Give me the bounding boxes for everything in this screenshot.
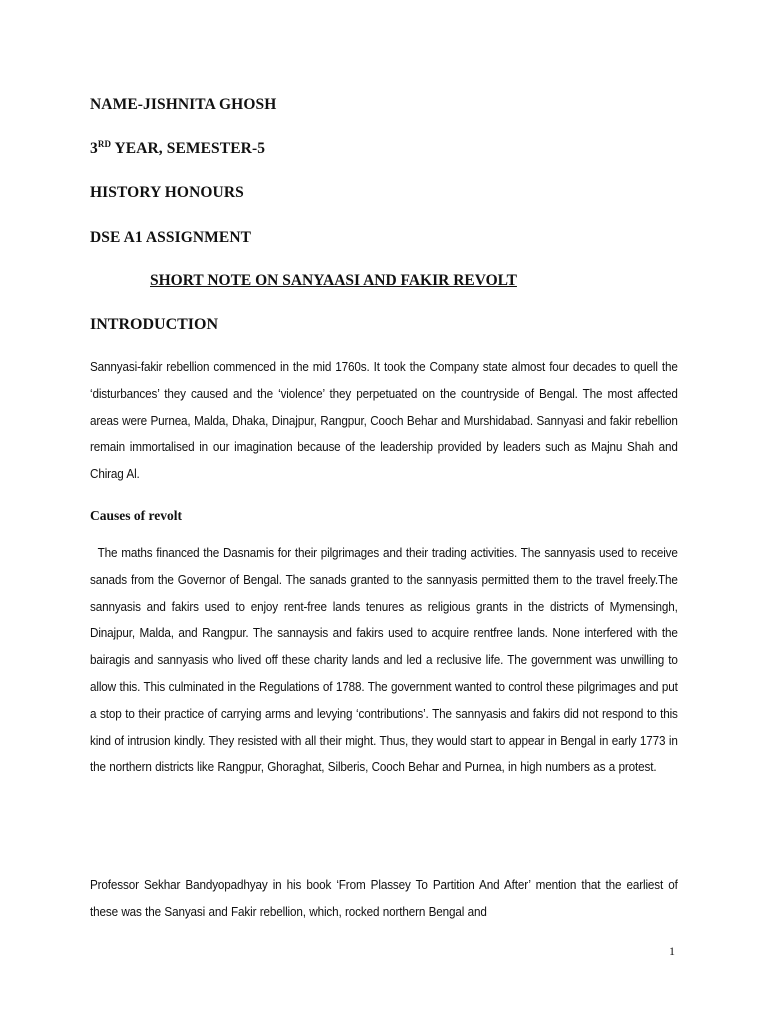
year-ordinal-suffix: RD <box>97 139 112 149</box>
year-semester <box>90 140 265 158</box>
document-title: SHORT NOTE ON SANYAASI AND FAKIR REVOLT <box>150 272 517 289</box>
closing-paragraph: Professor Sekhar Bandyopadhyay in his book ‘From Plassey To Partition And After’ mention that the earliest of these was the Sanyasi and Fakir rebellion, which, rocked northern Bengal and <box>90 878 678 919</box>
year-ordinal: 3 <box>90 140 98 157</box>
introduction-heading: INTRODUCTION <box>90 316 219 333</box>
causes-paragraph: The maths financed the Dasnamis for their pilgrimages and their trading activities. The sannyasis used to receive sanads from the Governor of Bengal. The sanads granted to the sannyasis permitted them to the travel freely.The sannyasis and fakirs used to enjoy rent-free lands tenures as religious grants in the districts of Mymensingh, Dinajpur, Malda, and Rangpur. The sannaysis and fakirs used to acquire rentfree lands. None interfered with the bairagis and sannyasis who lived off these charity lands and led a reclusive life. The government was unwilling to allow this. This culminated in the Regulations of 1788. The government wanted to control these pilgrimages and put a stop to their practice of carrying arms and levying ‘contributions’. The sannyasis and fakirs did not respond to this kind of intrusion kindly. They resisted with all their might. Thus, they would start to appear in Bengal in early 1773 in the northern districts like Rangpur, Ghoraghat, Silberis, Cooch Behar and Purnea, in high numbers as a protest. <box>90 546 682 775</box>
student-name: NAME-JISHNITA GHOSH <box>90 96 277 113</box>
assignment-name: DSE A1 ASSIGNMENT <box>90 229 252 246</box>
course-name: HISTORY HONOURS <box>90 184 244 201</box>
causes-heading: Causes of revolt <box>90 508 182 523</box>
page-number: 1 <box>669 944 675 958</box>
year-semester-text: YEAR, SEMESTER-5 <box>111 140 266 157</box>
introduction-paragraph: Sannyasi-fakir rebellion commenced in the mid 1760s. It took the Company state almost four decades to quell the ‘disturbances’ they caused and the ‘violence’ they perpetuated on the countryside of Bengal. The most affected areas were Purnea, Malda, Dhaka, Dinajpur, Rangpur, Cooch Behar and Murshidabad. Sannyasi and fakir rebellion remain immortalised in our imagination because of the leadership provided by leaders such as Majnu Shah and Chirag Al. <box>90 360 678 482</box>
